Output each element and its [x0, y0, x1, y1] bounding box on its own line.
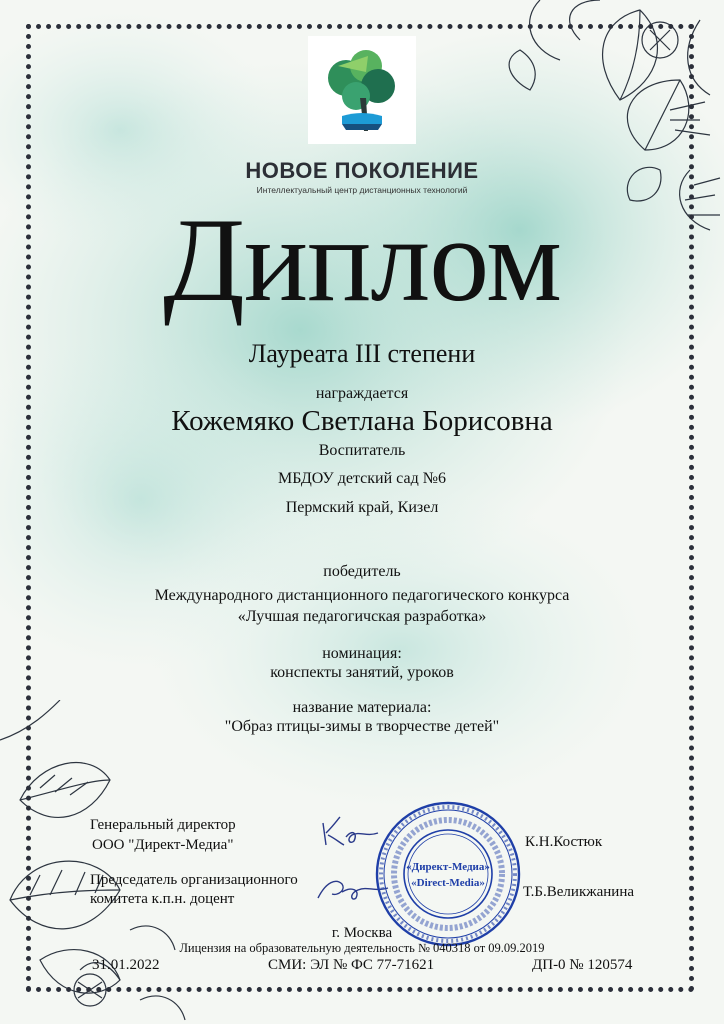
media-registration: СМИ: ЭЛ № ФС 77-71621 [268, 957, 435, 973]
tree-logo-icon [308, 36, 416, 144]
logo [308, 36, 416, 144]
issue-date: 31.01.2022 [92, 957, 160, 973]
stamp-text-ru: «Директ-Медиа» [406, 861, 490, 873]
degree: Лауреата III степени [248, 339, 476, 368]
nomination-label: номинация: [322, 645, 402, 662]
chair-title-line-2: комитета к.п.н. доцент [90, 891, 235, 907]
contest-line-2: «Лучшая педагогичская разработка» [237, 608, 487, 625]
director-title-line-1: Генеральный директор [90, 817, 236, 833]
brand-tagline: Интеллектуальный центр дистанционных технологий [256, 185, 468, 195]
material-value: "Образ птицы-зимы в творчестве детей" [224, 718, 500, 735]
diploma-title: Диплом [163, 193, 561, 326]
nomination-value: конспекты занятий, уроков [270, 664, 454, 681]
stamp-text-en: «Direct-Media» [411, 877, 485, 889]
city: г. Москва [331, 925, 393, 941]
status-label: победитель [323, 563, 401, 580]
license: Лицензия на образовательную деятельность № 040318 от 09.09.2019 [179, 941, 545, 955]
awarded-label: награждается [315, 385, 409, 402]
recipient-position: Воспитатель [318, 442, 406, 459]
chair-name: Т.Б.Великжанина [523, 884, 634, 900]
material-label: название материала: [292, 699, 432, 716]
recipient-location: Пермский край, Кизел [285, 499, 439, 516]
recipient-organization: МБДОУ детский сад №6 [278, 470, 446, 487]
director-name: К.Н.Костюк [525, 834, 603, 850]
brand-name: НОВОЕ ПОКОЛЕНИЕ [245, 158, 479, 183]
chair-title-line-1: Председатель организационного [90, 872, 298, 888]
director-title-line-2: ООО "Директ-Медиа" [92, 837, 234, 853]
diploma-number: ДП-0 № 120574 [532, 957, 633, 973]
contest-line-1: Международного дистанционного педагогического конкурса [154, 587, 570, 604]
recipient-name: Кожемяко Светлана Борисовна [171, 405, 553, 437]
